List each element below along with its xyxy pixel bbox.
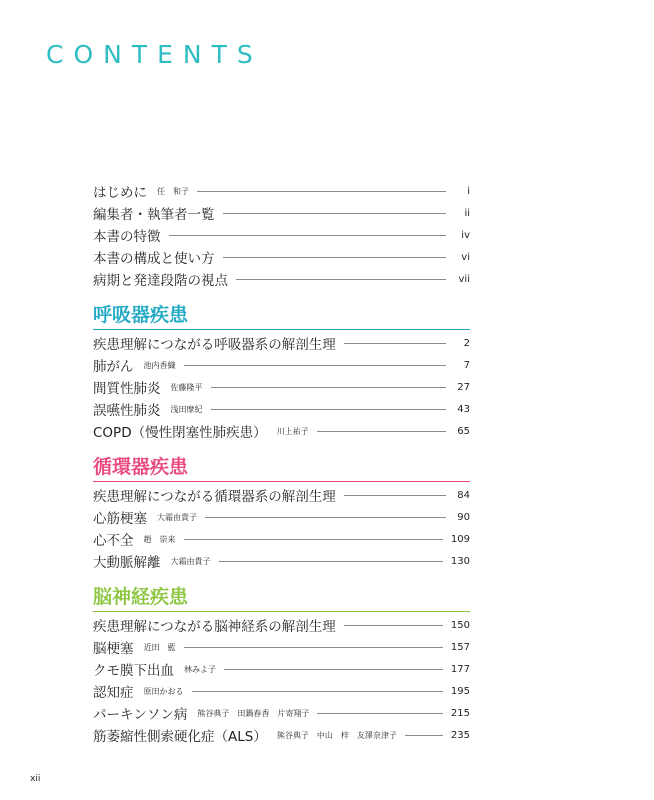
dot-leader xyxy=(219,561,443,562)
entry-author: 池内香織 xyxy=(143,360,176,370)
entry-label: 心不全 xyxy=(93,533,134,549)
dot-leader xyxy=(344,495,446,496)
dot-leader xyxy=(205,517,446,518)
entry-page: 157 xyxy=(450,641,470,653)
entry-page: 2 xyxy=(463,337,470,349)
entry-label: 本書の構成と使い方 xyxy=(93,251,215,267)
toc-entry[interactable] xyxy=(93,658,470,680)
entry-page: 109 xyxy=(450,533,470,545)
dot-leader xyxy=(184,647,443,648)
toc-entry[interactable] xyxy=(93,246,470,268)
entry-page: 84 xyxy=(457,489,470,501)
toc-entry[interactable] xyxy=(93,614,470,636)
entry-label: 誤嚥性肺炎 xyxy=(93,403,161,419)
entry-label: 大動脈解離 xyxy=(93,555,161,571)
entry-author: 熊谷典子 田鍋春香 片寄翔子 xyxy=(197,708,310,718)
entry-author: 浅田摩紀 xyxy=(170,404,203,414)
entry-page: 195 xyxy=(450,685,470,697)
entry-page: i xyxy=(467,185,470,197)
section-rule xyxy=(93,329,470,330)
entry-label: 病期と発達段階の視点 xyxy=(93,273,228,289)
entry-page: 235 xyxy=(450,729,470,741)
dot-leader xyxy=(344,343,446,344)
entry-page: 65 xyxy=(457,425,470,437)
table-of-contents xyxy=(93,178,470,748)
entry-page: 27 xyxy=(457,381,470,393)
toc-entry[interactable] xyxy=(93,332,470,354)
section-heading-circulatory xyxy=(93,446,470,482)
dot-leader xyxy=(211,387,447,388)
entry-label: クモ膜下出血 xyxy=(93,663,174,679)
entry-label: 疾患理解につながる呼吸器系の解剖生理 xyxy=(93,337,336,353)
section-entries-neuro xyxy=(93,612,470,746)
entry-page: vi xyxy=(461,251,470,263)
section-title: 呼吸器疾患 xyxy=(93,304,189,326)
entry-page: 7 xyxy=(463,359,470,371)
entry-author: 任 和子 xyxy=(157,186,189,196)
dot-leader xyxy=(192,691,443,692)
toc-entry[interactable] xyxy=(93,484,470,506)
entry-author: 川上祐子 xyxy=(276,426,309,436)
dot-leader xyxy=(184,365,447,366)
entry-author: 大霜由貴子 xyxy=(157,512,197,522)
page-number: xii xyxy=(30,774,41,784)
entry-label: 間質性肺炎 xyxy=(93,381,161,397)
entry-page: 90 xyxy=(457,511,470,523)
entry-author: 佐藤隆平 xyxy=(170,382,203,392)
dot-leader xyxy=(236,279,446,280)
section-heading-respiratory xyxy=(93,294,470,330)
section-rule xyxy=(93,611,470,612)
entry-label: 本書の特徴 xyxy=(93,229,161,245)
section-entries-circulatory xyxy=(93,482,470,572)
dot-leader xyxy=(184,539,443,540)
entry-page: ii xyxy=(464,207,470,219)
toc-entry[interactable] xyxy=(93,528,470,550)
toc-entry[interactable] xyxy=(93,268,470,290)
entry-author: 林みよ子 xyxy=(184,664,216,674)
front-matter xyxy=(93,178,470,290)
entry-page: 130 xyxy=(450,555,470,567)
entry-author: 趙 崇来 xyxy=(143,534,176,544)
section-heading-neuro xyxy=(93,576,470,612)
entry-author: 大霜由貴子 xyxy=(170,556,211,566)
toc-entry[interactable] xyxy=(93,398,470,420)
toc-entry[interactable] xyxy=(93,550,470,572)
toc-entry[interactable] xyxy=(93,202,470,224)
dot-leader xyxy=(211,409,447,410)
dot-leader xyxy=(223,213,447,214)
entry-label: 疾患理解につながる循環器系の解剖生理 xyxy=(93,489,336,505)
section-rule xyxy=(93,481,470,482)
entry-page: vii xyxy=(458,273,470,285)
section-entries-respiratory xyxy=(93,330,470,442)
toc-entry[interactable] xyxy=(93,702,470,724)
entry-page: 150 xyxy=(450,619,470,631)
entry-author: 熊谷典子 中山 梓 友澤奈津子 xyxy=(276,730,397,740)
entry-page: 177 xyxy=(450,663,470,675)
section-title: 脳神経疾患 xyxy=(93,586,189,608)
entry-label: 筋萎縮性側索硬化症（ALS） xyxy=(93,729,267,745)
entry-label: 肺がん xyxy=(93,359,134,375)
dot-leader xyxy=(223,257,447,258)
toc-entry[interactable] xyxy=(93,506,470,528)
toc-entry[interactable] xyxy=(93,420,470,442)
page-title: CONTENTS xyxy=(46,40,263,69)
dot-leader xyxy=(317,431,446,432)
entry-page: 43 xyxy=(457,403,470,415)
toc-entry[interactable] xyxy=(93,636,470,658)
entry-label: 脳梗塞 xyxy=(93,641,134,657)
entry-page: 215 xyxy=(450,707,470,719)
toc-entry[interactable] xyxy=(93,724,470,746)
entry-label: パーキンソン病 xyxy=(93,707,188,723)
dot-leader xyxy=(169,235,447,236)
entry-label: COPD（慢性閉塞性肺疾患） xyxy=(93,425,267,441)
dot-leader xyxy=(317,713,443,714)
toc-entry[interactable] xyxy=(93,224,470,246)
dot-leader xyxy=(344,625,443,626)
toc-entry[interactable] xyxy=(93,680,470,702)
entry-page: iv xyxy=(461,229,470,241)
section-title: 循環器疾患 xyxy=(93,456,189,478)
entry-label: 疾患理解につながる脳神経系の解剖生理 xyxy=(93,619,336,635)
toc-entry[interactable] xyxy=(93,376,470,398)
entry-label: 編集者・執筆者一覧 xyxy=(93,207,215,223)
dot-leader xyxy=(405,735,443,736)
dot-leader xyxy=(224,669,443,670)
toc-entry[interactable] xyxy=(93,180,470,202)
dot-leader xyxy=(197,191,446,192)
entry-label: 心筋梗塞 xyxy=(93,511,147,527)
toc-entry[interactable] xyxy=(93,354,470,376)
entry-author: 原田かおる xyxy=(143,686,184,696)
entry-label: 認知症 xyxy=(93,685,134,701)
entry-author: 近田 藍 xyxy=(143,642,176,652)
entry-label: はじめに xyxy=(93,185,147,201)
